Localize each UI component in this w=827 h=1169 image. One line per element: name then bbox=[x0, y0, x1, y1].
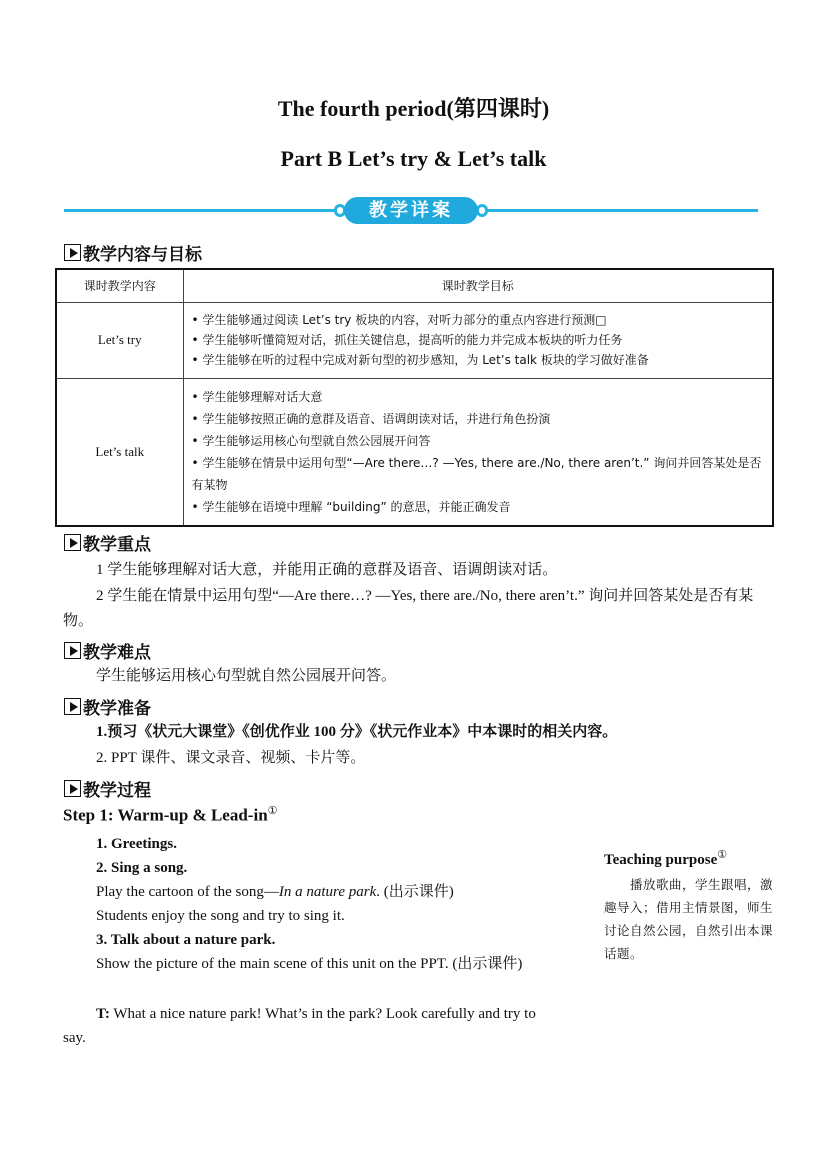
goal-item: • 学生能够在语境中理解 “building” 的意思，并能正确发音 bbox=[191, 499, 511, 514]
section-heading-preparation: 教学准备 bbox=[64, 694, 151, 719]
teaching-purpose-text: 播放歌曲，学生跟唱，激趣导入；借用主情景图，师生讨论自然公园，自然引出本课话题。 bbox=[604, 877, 774, 961]
goal-item: • 学生能够按照正确的意群及语音、语调朗读对话，并进行角色扮演 bbox=[191, 411, 551, 426]
play-marker-icon bbox=[64, 534, 81, 551]
preparation-item-1: 1.预习《状元大课堂》《创优作业 100 分》《状元作业本》中本课时的相关内容。 bbox=[96, 724, 618, 740]
footnote-mark: ① bbox=[717, 849, 728, 861]
section-heading-difficulties: 教学难点 bbox=[64, 638, 151, 663]
goal-item: • 学生能够在听的过程中完成对新句型的初步感知，为 Let’s talk 板块的学习做好准备 bbox=[191, 353, 649, 367]
preparation-item-2: 2. PPT 课件、课文录音、视频、卡片等。 bbox=[96, 750, 366, 766]
goal-item: • 学生能够运用核心句型就自然公园展开问答 bbox=[191, 433, 431, 448]
teaching-purpose-title: Teaching purpose① bbox=[604, 849, 728, 868]
play-marker-icon bbox=[64, 642, 81, 659]
difficulty-text: 学生能够运用核心句型就自然公园展开问答。 bbox=[96, 668, 397, 684]
objectives-table bbox=[55, 268, 774, 527]
section-heading-key-points: 教学重点 bbox=[64, 530, 151, 555]
banner-label: 教学详案 bbox=[344, 197, 478, 224]
goal-item: • 学生能够听懂简短对话，抓住关键信息，提高听的能力并完成本板块的听力任务 bbox=[191, 333, 623, 347]
section-banner bbox=[64, 196, 758, 226]
table-cell-goals bbox=[183, 378, 773, 526]
section-heading-content-goals: 教学内容与目标 bbox=[64, 240, 202, 265]
table-header-cell: 课时教学目标 bbox=[183, 269, 773, 302]
play-marker-icon bbox=[64, 244, 81, 261]
step1-greetings: 1. Greetings. bbox=[96, 836, 177, 852]
step1-sing-text-2: Students enjoy the song and try to sing it. bbox=[96, 908, 345, 924]
play-marker-icon bbox=[64, 780, 81, 797]
table-header-cell: 课时教学内容 bbox=[56, 269, 183, 302]
page-subtitle: Part B Let’s try & Let’s talk bbox=[280, 146, 547, 171]
step1-title: Step 1: Warm-up & Lead-in① bbox=[63, 805, 278, 825]
table-cell-content: Let’s talk bbox=[56, 378, 183, 526]
step1-talk-heading: 3. Talk about a nature park. bbox=[96, 932, 276, 948]
table-cell-goals bbox=[183, 302, 773, 378]
banner-line-left bbox=[64, 209, 336, 212]
step1-teacher-line: T: What a nice nature park! What’s in the park? Look carefully and try to say. bbox=[63, 1006, 536, 1046]
goal-item: • 学生能够理解对话大意 bbox=[191, 389, 323, 404]
key-point-1: 1 学生能够理解对话大意，并能用正确的意群及语音、语调朗读对话。 bbox=[96, 562, 558, 578]
play-marker-icon bbox=[64, 698, 81, 715]
key-point-2: 2 学生能在情景中运用句型“—Are there…? —Yes, there are./No, there aren’t.” 询问并回答某处是否有某物。 bbox=[63, 588, 754, 629]
banner-line-right bbox=[484, 209, 758, 212]
goal-item: • 学生能够通过阅读 Let’s try 板块的内容，对听力部分的重点内容进行预测□ bbox=[191, 313, 607, 327]
footnote-mark: ① bbox=[267, 805, 278, 817]
step1-sing-text: Play the cartoon of the song—In a nature park. (出示课件) bbox=[96, 884, 454, 900]
step1-sing-heading: 2. Sing a song. bbox=[96, 860, 188, 876]
table-row bbox=[56, 302, 773, 378]
page-title: The fourth period(第四课时) bbox=[277, 96, 550, 121]
table-cell-content: Let’s try bbox=[56, 302, 183, 378]
step1-talk-text: Show the picture of the main scene of this unit on the PPT. (出示课件) bbox=[96, 956, 523, 972]
goal-item: • 学生能够在情景中运用句型“—Are there…? —Yes, there are./No, there aren’t.” 询问并回答某处是否有某物 bbox=[191, 455, 762, 492]
section-heading-process: 教学过程 bbox=[64, 776, 151, 801]
table-header-row bbox=[56, 269, 773, 302]
table-row bbox=[56, 378, 773, 526]
